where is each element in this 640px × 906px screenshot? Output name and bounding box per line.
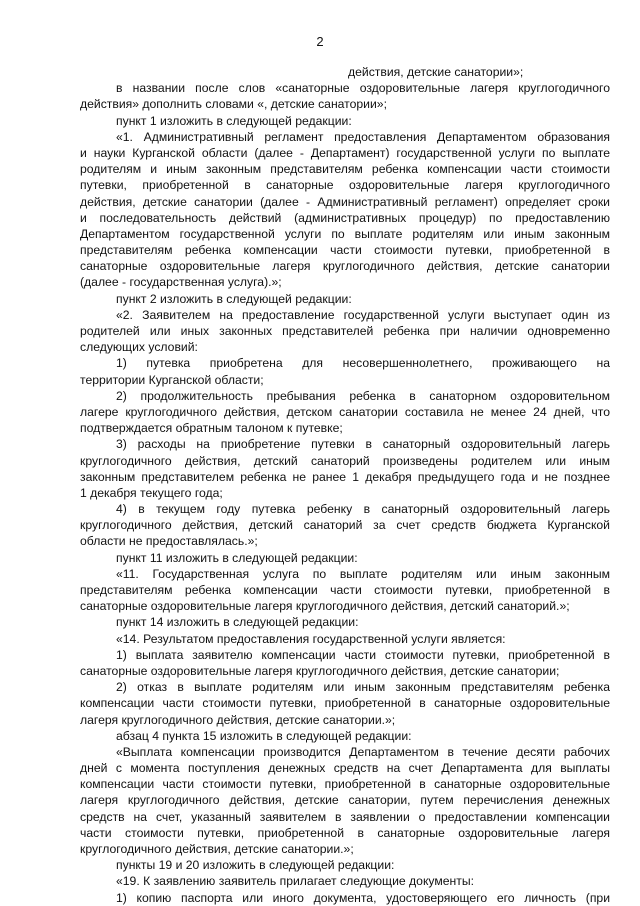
text-line: 1) копию паспорта или иного документа, удостоверяющего его личность (при [116,890,610,905]
text-line: дней с момента поступления денежных средств на счет Департамента для выплаты [80,761,610,776]
text-line: области не предоставлялась.»; [80,534,258,549]
text-line: и науки Курганской области (далее - Департамент) государственной услуги по выплате [80,145,610,160]
text-line: путевки, приобретенной в санаторные оздоровительные лагеря круглогодичного [80,178,610,193]
text-line: 2) продолжительность пребывания ребенка в санаторном оздоровительном [116,388,610,403]
page-number: 2 [316,34,324,49]
text-line: санаторные оздоровительные лагеря круглогодичного действия, детские санатории [80,259,610,274]
text-line: представителям ребенка компенсации части стоимости путевки, приобретенной в [80,583,610,597]
text-line: «11. Государственная услуга по выплате родителям или иным законным [116,566,610,581]
text-line: пункт 11 изложить в следующей редакции: [116,550,358,565]
text-line: родителей или иных законных представителей ребенка при наличии одновременно [80,324,610,338]
text-line: компенсации части стоимости путевки, приобретенной в санаторные оздоровительные [80,777,610,792]
text-line: средств на счет, указанный заявителем в заявлении о предоставлении компенсации [80,809,610,824]
text-line: законным представителем ребенка не ранее 1 декабря предыдущего года и не позднее [80,469,610,484]
text-line: лагеря круглогодичного действия, детские санатории, путем перечисления денежных [80,793,610,808]
text-line: (далее - государственная услуга).»; [80,275,282,290]
text-line: следующих условий: [80,340,198,355]
text-line: подтверждается обратным талоном к путевке; [80,421,343,436]
text-line: и последовательность действий (административных процедур) по предоставлению [80,210,610,225]
text-line: абзац 4 пункта 15 изложить в следующей редакции: [116,728,412,743]
text-line: пункты 19 и 20 изложить в следующей редакции: [116,858,395,873]
text-line: круглогодичного действия, детский санаторий за счет средств бюджета Курганской [80,518,610,533]
text-line: «19. К заявлению заявитель прилагает следующие документы: [116,874,474,889]
text-line: пункт 1 изложить в следующей редакции: [116,113,352,128]
text-line: лагере круглогодичного действия, детском санатории составила не менее 24 дней, что [80,404,610,419]
text-line: «1. Административный регламент предоставления Департаментом образования [116,129,610,144]
text-line: «Выплата компенсации производится Департаментом в течение десяти рабочих [116,744,610,759]
text-line: пункт 2 изложить в следующей редакции: [116,291,352,306]
text-line: представителям ребенка компенсации части стоимости путевки, приобретенной в [80,243,610,258]
document-body [80,64,610,906]
text-line: родителям и иным законным представителям ребенка компенсации части стоимости [80,162,610,177]
text-line: действия, детские санатории (далее - Административный регламент) определяет сроки [80,194,610,209]
text-line: санаторные оздоровительные лагеря круглогодичного действия, детские санатории; [80,663,560,678]
text-line: в названии после слов «санаторные оздоровительные лагеря круглогодичного [116,81,610,96]
text-line: круглогодичного действия, детские санатории.»; [80,842,354,856]
text-line: действия» дополнить словами «, детские санатории»; [80,97,387,112]
text-line: «2. Заявителем на предоставление государственной услуги выступает один из [116,307,610,322]
text-line: санаторные оздоровительные лагеря круглогодичного действия, детский санаторий.»; [80,599,570,614]
text-line: территории Курганской области; [80,372,264,387]
text-line: 1) путевка приобретена для несовершеннолетнего, проживающего на [116,356,610,371]
text-line: действия, детские санатории»; [348,65,524,79]
text-line: части стоимости путевки, приобретенной в санаторные оздоровительные лагеря [80,825,610,840]
text-line: 4) в текущем году путевка ребенку в санаторный оздоровительный лагерь [116,502,610,517]
text-line: лагеря круглогодичного действия, детские санатории.»; [80,712,396,727]
text-line: 3) расходы на приобретение путевки в санаторный оздоровительный лагерь [116,437,610,452]
text-line: 1 декабря текущего года; [80,485,223,500]
text-line: 2) отказ в выплате родителям или иным законным представителям ребенка [116,680,610,695]
text-line: компенсации части стоимости путевки, приобретенной в санаторные оздоровительные [80,696,610,711]
text-line: пункт 14 изложить в следующей редакции: [116,615,359,630]
text-line: Департаментом государственной услуги по выплате родителям или иным законным [80,226,610,241]
text-line: «14. Результатом предоставления государственной услуги является: [116,631,506,646]
text-line: 1) выплата заявителю компенсации части стоимости путевки, приобретенной в [116,647,610,662]
text-line: круглогодичного действия, детский санаторий произведены родителем или иным [80,453,610,468]
